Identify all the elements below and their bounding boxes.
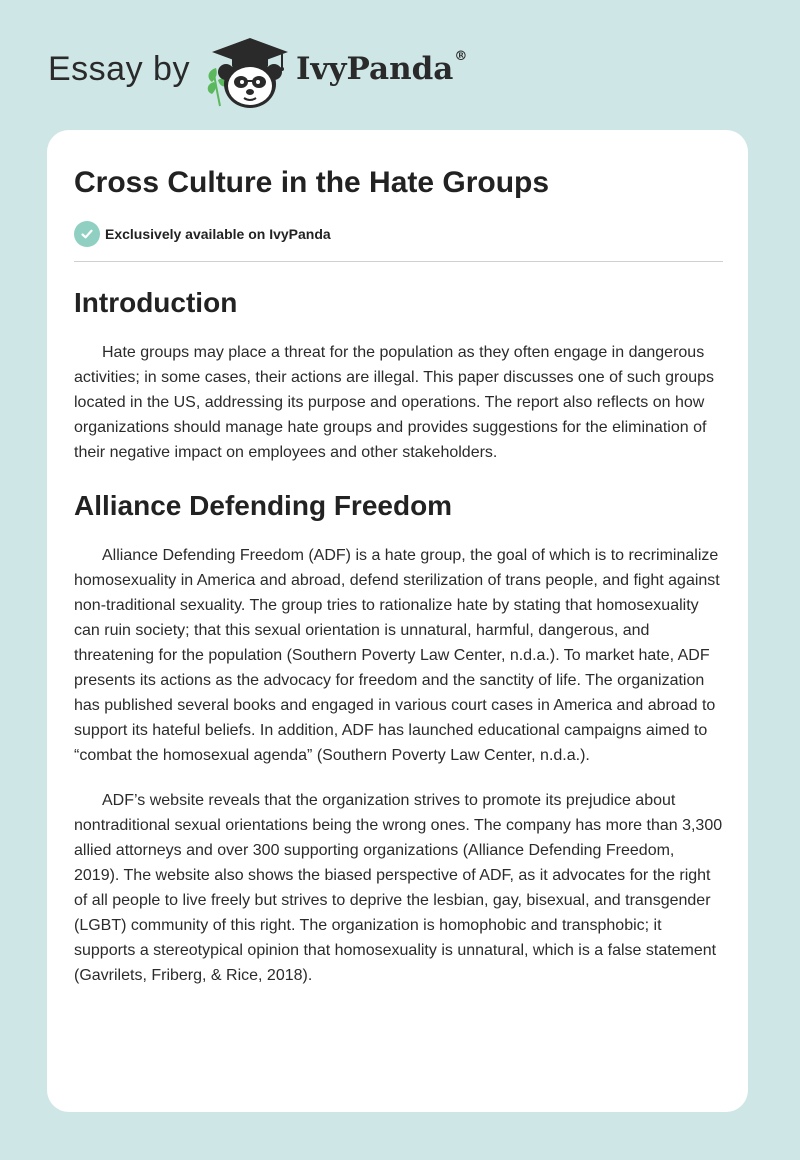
- paragraph: Hate groups may place a threat for the population as they often engage in dangerous activities; in some cases, their actions are illegal. This paper discusses one of such groups located in the US, addressing its purpose and operations. The report also reflects on how organizations should manage hate groups and provides suggestions for the elimination of their negative impact on employees and other stakeholders.: [74, 344, 715, 461]
- section-heading-alliance-defending-freedom: Alliance Defending Freedom: [74, 490, 453, 521]
- section-heading-introduction: Introduction: [74, 287, 238, 318]
- essay-by-label: Essay by: [48, 50, 190, 88]
- panda-logo-icon[interactable]: [202, 34, 292, 110]
- brand-name[interactable]: [296, 51, 467, 87]
- brand-name-text[interactable]: IvyPanda: [296, 51, 454, 87]
- article-card: [47, 130, 748, 1112]
- paragraph: Alliance Defending Freedom (ADF) is a hate group, the goal of which is to recriminalize homosexuality in America and abroad, defend sterilization of trans people, and fight against non-traditional sexuality. The group tries to rationalize hate by stating that homosexuality can ruin society; that this sexual orientation is unnatural, harmful, dangerous, and threatening for the population (Southern Poverty Law Center, n.d.a.). To market hate, ADF presents its actions as the advocacy for freedom and the sanctity of life. The organization has published several books and engaged in various court cases in America and abroad to support its hateful beliefs. In addition, ADF has launched educational campaigns aimed to “combat the homosexual agenda” (Southern Poverty Law Center, n.d.a.).: [74, 547, 720, 764]
- exclusive-badge-label: Exclusively available on IvyPanda: [105, 226, 331, 242]
- title-divider: [74, 261, 723, 262]
- article-body: [74, 280, 723, 1008]
- check-circle-icon: [74, 221, 100, 247]
- site-header: [0, 0, 800, 130]
- article-title: Cross Culture in the Hate Groups: [74, 166, 550, 199]
- paragraph: ADF’s website reveals that the organization strives to promote its prejudice about nontraditional sexual orientations being the wrong ones. The company has more than 3,300 allied attorneys and over 300 supporting organizations (Alliance Defending Freedom, 2019). The website also shows the biased perspective of ADF, as it advocates for the right of all people to live freely but strives to deprive the lesbian, gay, bisexual, and transgender (LGBT) community of this right. The organization is homophobic and transphobic; it supports a stereotypical opinion that homosexuality is unnatural, which is a false statement (Gavrilets, Friberg, & Rice, 2018).: [74, 792, 723, 984]
- exclusive-badge: [74, 221, 331, 247]
- registered-mark: ®: [454, 49, 468, 64]
